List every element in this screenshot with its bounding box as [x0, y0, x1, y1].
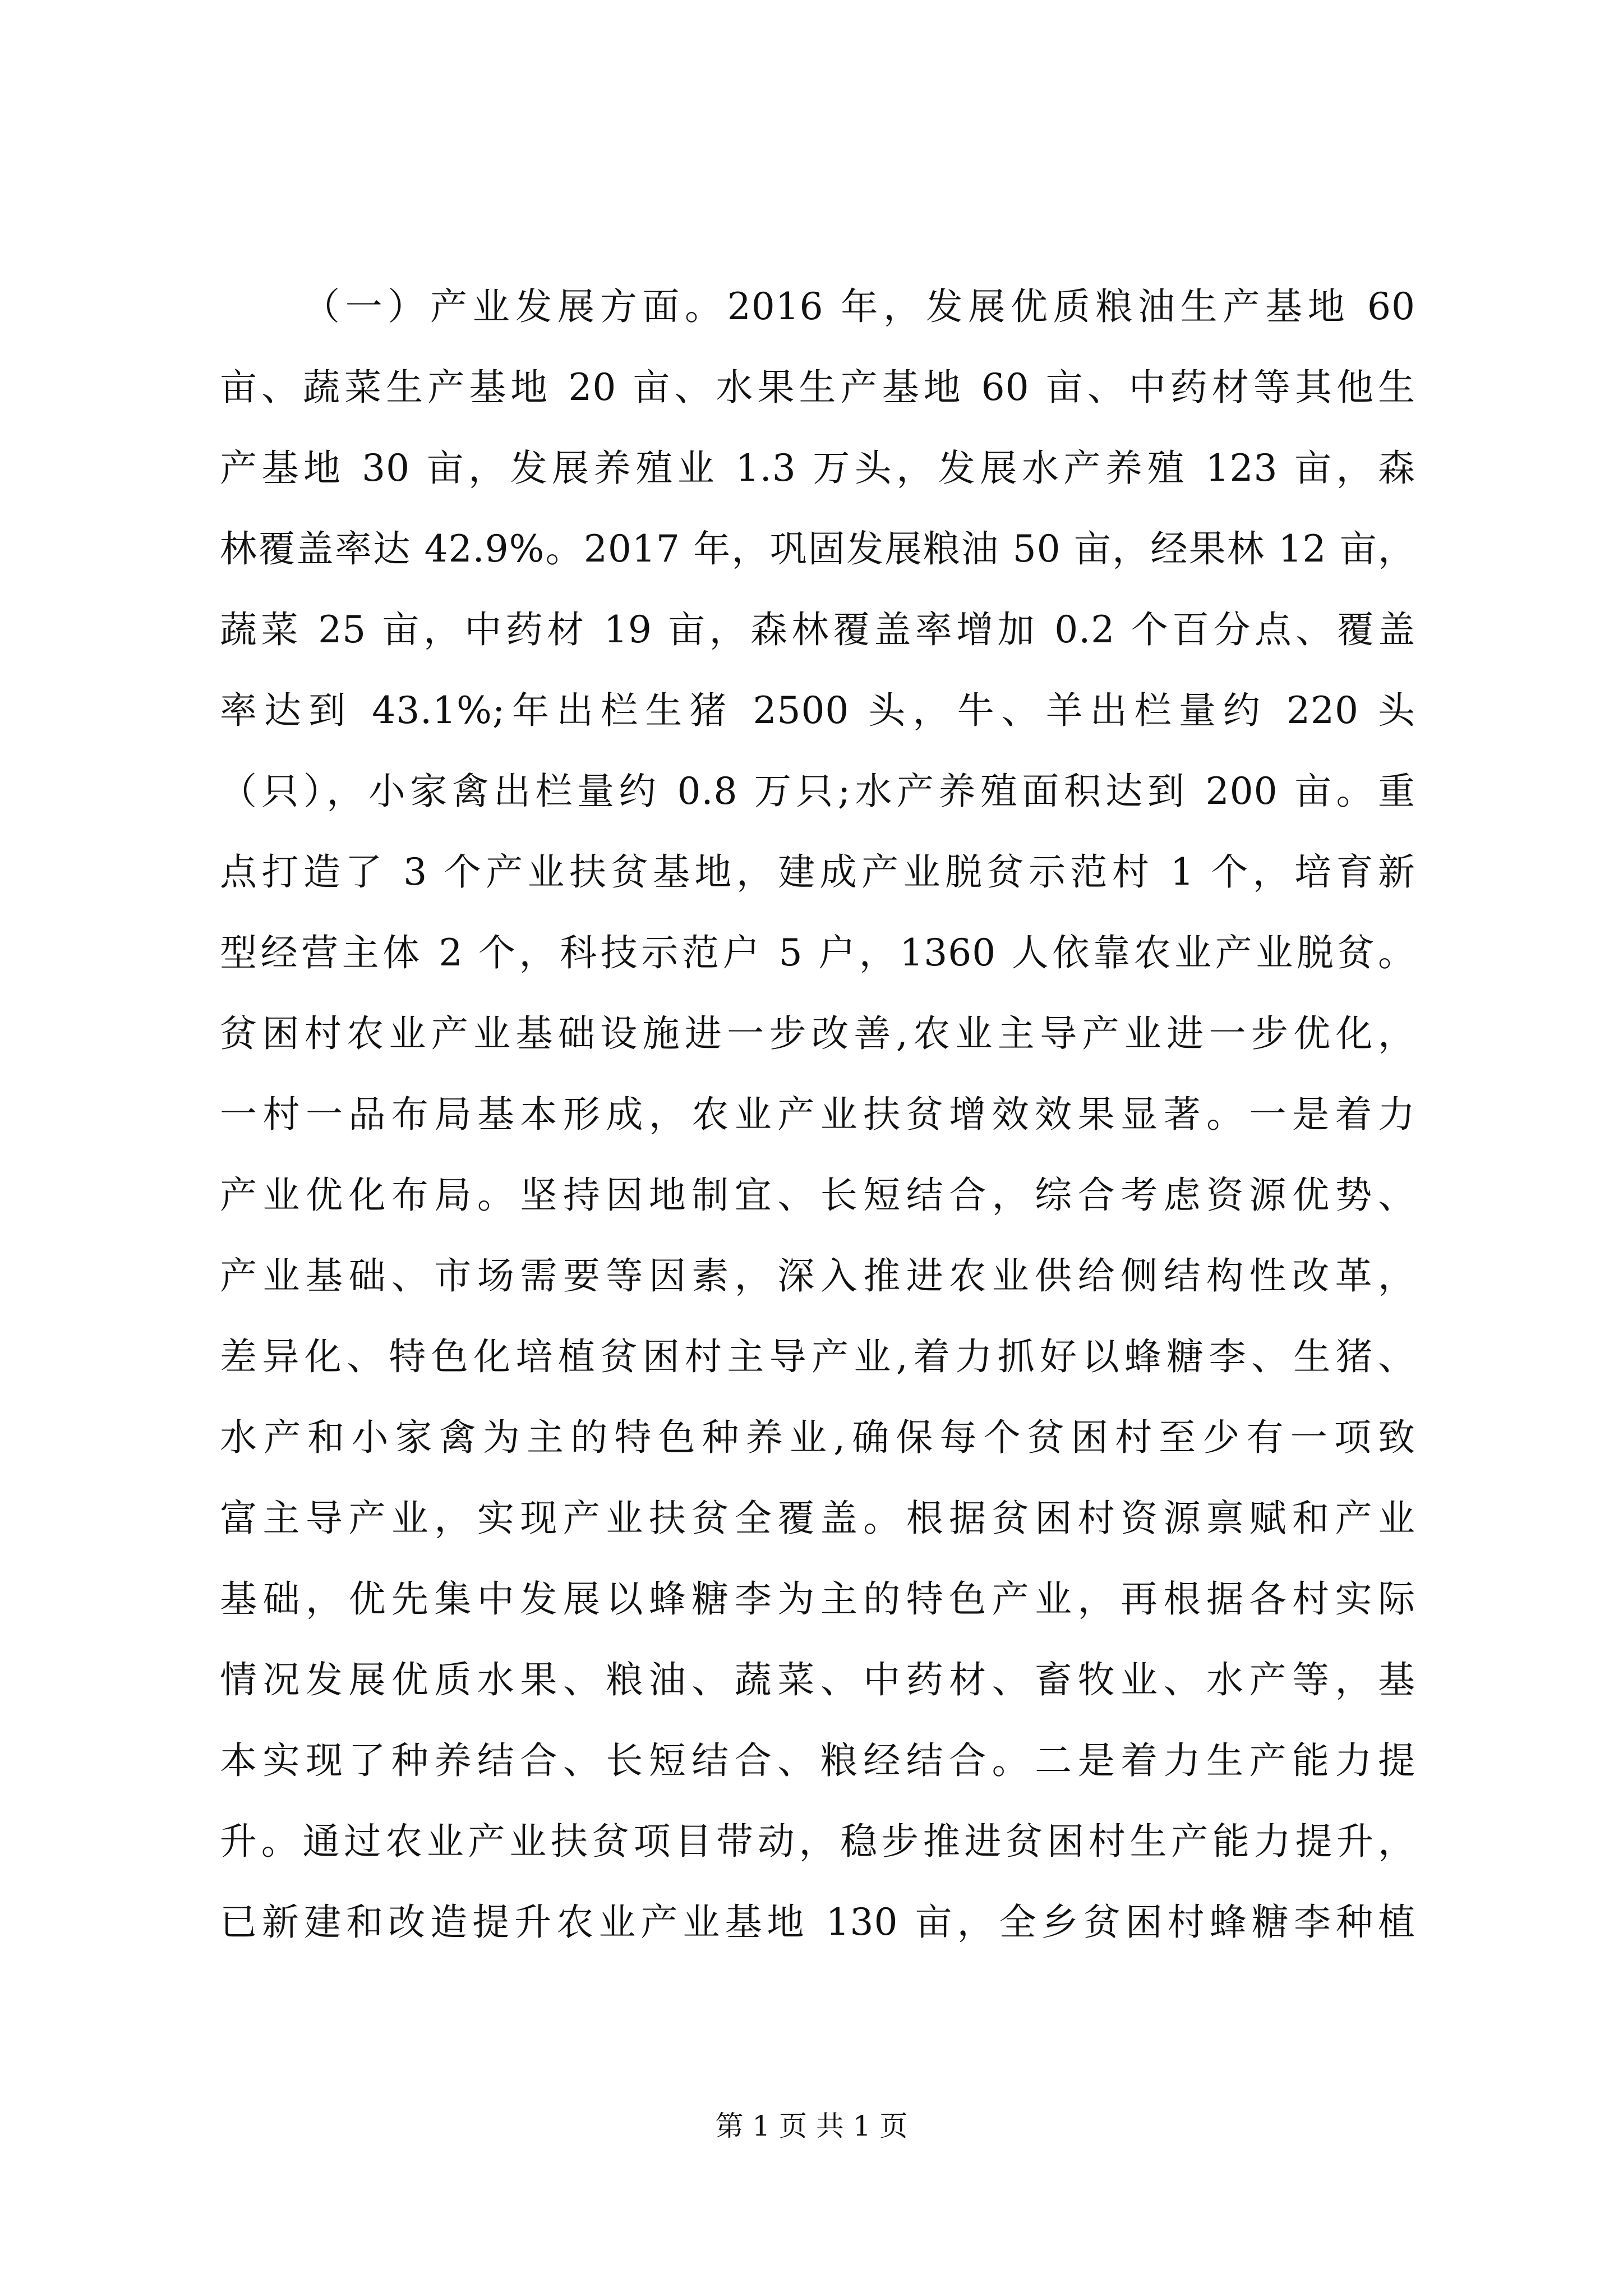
text-line-15: 水产和小家禽为主的特色种养业,确保每个贫困村至少有一项致: [220, 1416, 1415, 1459]
page-footer: 第 1 页 共 1 页: [715, 2110, 908, 2142]
text-line-20: 升。通过农业产业扶贫项目带动，稳步推进贫困村生产能力提升，: [220, 1820, 1415, 1863]
body-paragraph: [220, 266, 1415, 1963]
text-line-10: 贫困村农业产业基础设施进一步改善,农业主导产业进一步优化，: [220, 1012, 1415, 1055]
text-line-13: 产业基础、市场需要等因素，深入推进农业供给侧结构性改革，: [220, 1254, 1415, 1297]
text-line-5: 蔬菜 25 亩，中药材 19 亩，森林覆盖率增加 0.2 个百分点、覆盖: [220, 608, 1415, 651]
text-line-17: 基础，优先集中发展以蜂糖李为主的特色产业，再根据各村实际: [220, 1577, 1415, 1621]
text-line-9: 型经营主体 2 个，科技示范户 5 户，1360 人依靠农业产业脱贫。: [220, 931, 1415, 974]
text-line-11: 一村一品布局基本形成，农业产业扶贫增效效果显著。一是着力: [220, 1093, 1415, 1136]
text-line-3: 产基地 30 亩，发展养殖业 1.3 万头，发展水产养殖 123 亩，森: [220, 447, 1415, 490]
text-line-12: 产业优化布局。坚持因地制宜、长短结合，综合考虑资源优势、: [220, 1174, 1415, 1217]
text-line-18: 情况发展优质水果、粮油、蔬菜、中药材、畜牧业、水产等，基: [220, 1658, 1415, 1701]
text-line-4: 林覆盖率达 42.9%。2017 年，巩固发展粮油 50 亩，经果林 12 亩，: [220, 527, 1415, 570]
text-line-16: 富主导产业，实现产业扶贫全覆盖。根据贫困村资源禀赋和产业: [220, 1497, 1415, 1540]
text-line-1: （一）产业发展方面。2016 年，发展优质粮油生产基地 60: [303, 285, 1415, 328]
text-line-21: 已新建和改造提升农业产业基地 130 亩，全乡贫困村蜂糖李种植: [220, 1901, 1415, 1944]
text-line-8: 点打造了 3 个产业扶贫基地，建成产业脱贫示范村 1 个，培育新: [220, 850, 1415, 894]
text-line-2: 亩、蔬菜生产基地 20 亩、水果生产基地 60 亩、中药材等其他生: [220, 366, 1415, 409]
text-line-14: 差异化、特色化培植贫困村主导产业,着力抓好以蜂糖李、生猪、: [220, 1335, 1415, 1378]
text-line-19: 本实现了种养结合、长短结合、粮经结合。二是着力生产能力提: [220, 1739, 1415, 1782]
text-line-7: （只），小家禽出栏量约 0.8 万只;水产养殖面积达到 200 亩。重: [220, 770, 1415, 813]
text-line-6: 率达到 43.1%;年出栏生猪 2500 头，牛、羊出栏量约 220 头: [220, 689, 1415, 732]
